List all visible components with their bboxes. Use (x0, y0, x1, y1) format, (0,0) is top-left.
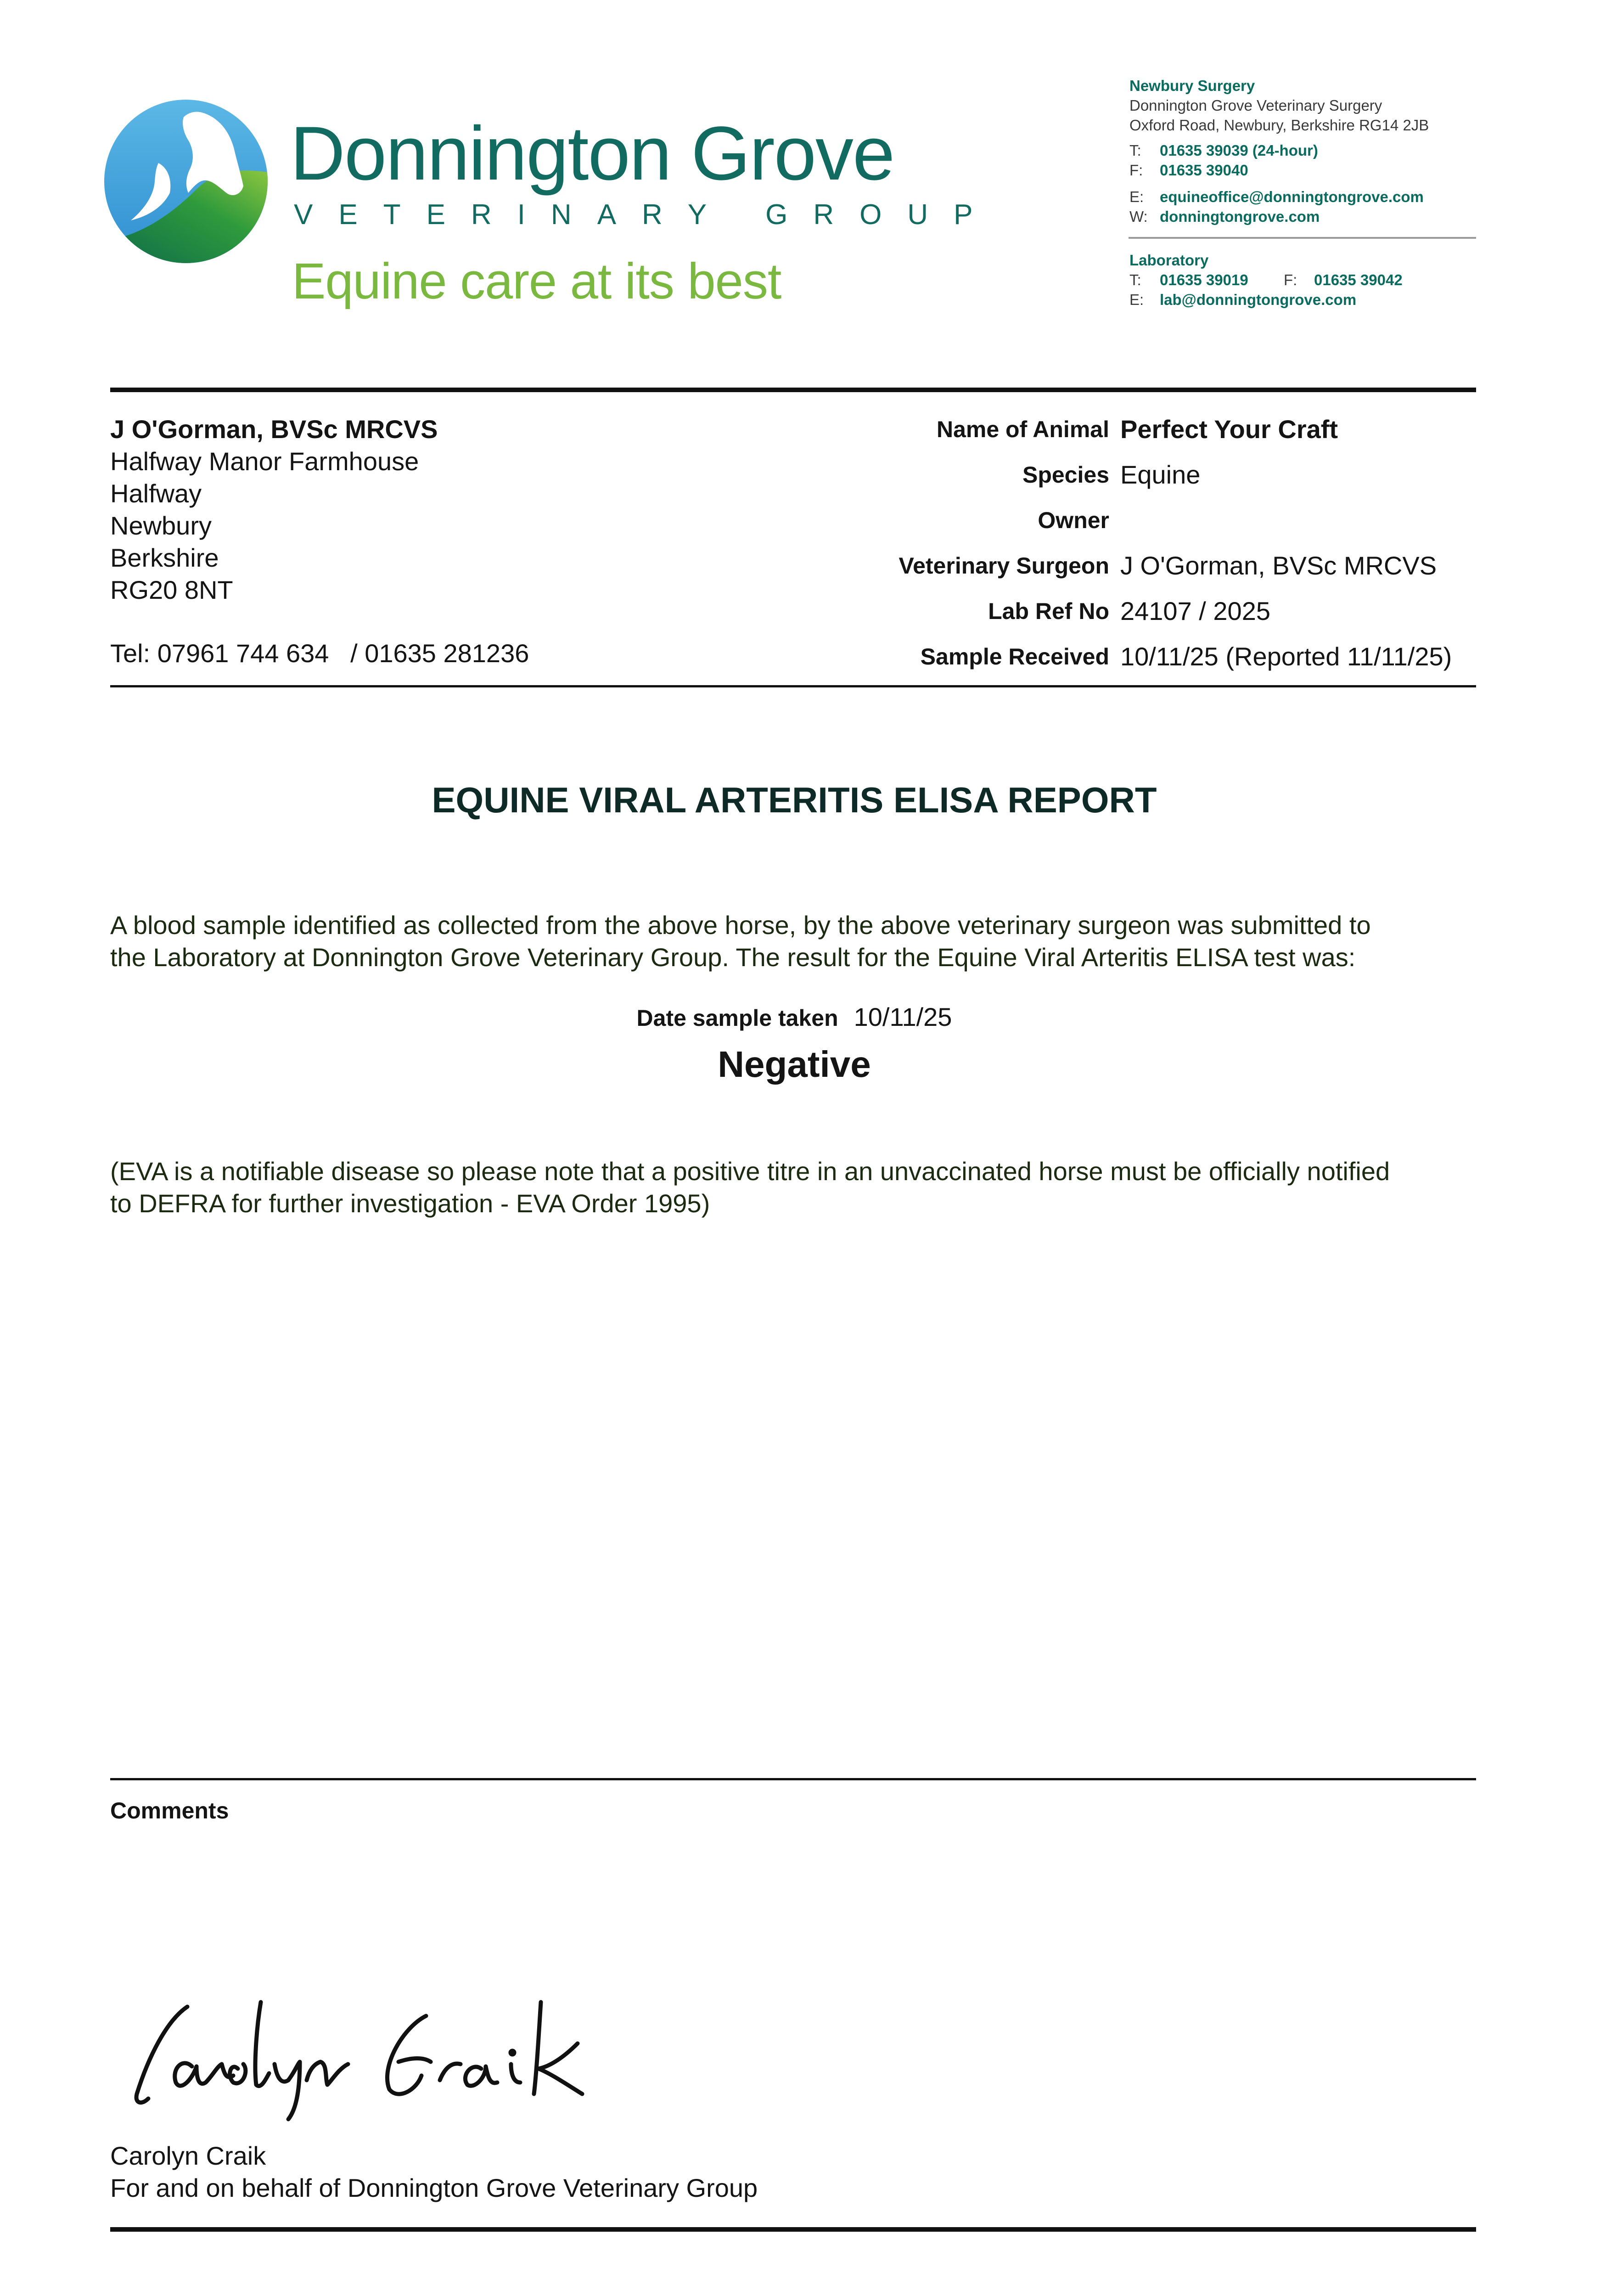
lab-phone-value[interactable]: 01635 39019 (1160, 271, 1248, 288)
fax-value: 01635 39040 (1160, 162, 1248, 179)
phone-key: T: (1129, 142, 1141, 159)
comments-rule (110, 1778, 1476, 1780)
detail-label: Name of Animal (936, 416, 1109, 442)
surgery-address-line1: Donnington Grove Veterinary Surgery (1129, 97, 1382, 114)
signatory-name: Carolyn Craik (110, 2141, 266, 2170)
details-rule (110, 685, 1476, 687)
fax-key: F: (1129, 162, 1143, 179)
comments-label: Comments (110, 1798, 229, 1823)
recipient-name: J O'Gorman, BVSc MRCVS (110, 415, 438, 444)
brand-name: Donnington Grove (290, 111, 894, 196)
detail-lab-ref (826, 595, 1483, 627)
surgery-heading: Newbury Surgery (1129, 77, 1255, 94)
intro-line: the Laboratory at Donnington Grove Veterinary Group. The result for the Equine Viral Arteritis ELISA test was: (110, 943, 1356, 972)
address-line: Newbury (110, 511, 212, 540)
detail-label: Veterinary Surgeon (899, 553, 1109, 579)
tagline: Equine care at its best (292, 253, 781, 310)
surgery-email (1129, 189, 1424, 204)
laboratory-heading: Laboratory (1129, 252, 1209, 269)
address-line: RG20 8NT (110, 575, 233, 604)
address-line: Berkshire (110, 543, 219, 572)
laboratory-phone-fax (1129, 272, 1403, 287)
lab-email-key: E: (1129, 291, 1144, 308)
detail-label: Owner (1038, 507, 1109, 533)
address-line: Halfway (110, 479, 202, 508)
email-link[interactable]: equineoffice@donningtongrove.com (1160, 188, 1424, 205)
report-intro (110, 909, 1488, 974)
test-result: Negative (718, 1044, 871, 1085)
web-key: W: (1129, 208, 1148, 225)
header-rule (110, 388, 1476, 392)
surgery-fax (1129, 163, 1248, 178)
signature (123, 1988, 702, 2126)
footer-rule (110, 2227, 1476, 2232)
notifiable-note (110, 1155, 1488, 1220)
detail-label: Sample Received (920, 644, 1109, 670)
date-label: Date sample taken (636, 1005, 838, 1031)
signatory-on-behalf: For and on behalf of Donnington Grove Veterinary Group (110, 2173, 758, 2202)
lab-email-link[interactable]: lab@donningtongrove.com (1160, 291, 1357, 308)
detail-value: Perfect Your Craft (1120, 415, 1338, 444)
recipient-tel: Tel: 07961 744 634 / 01635 281236 (110, 639, 529, 668)
surgery-website (1129, 209, 1320, 224)
contact-divider (1129, 237, 1476, 239)
phone-value[interactable]: 01635 39039 (24-hour) (1160, 142, 1318, 159)
detail-sample-received (826, 641, 1483, 673)
logo-icon (103, 99, 269, 264)
brand-subtitle: VETERINARY GROUP (294, 199, 999, 231)
detail-label: Species (1022, 462, 1109, 488)
date-value: 10/11/25 (854, 1002, 952, 1031)
detail-value: J O'Gorman, BVSc MRCVS (1120, 551, 1437, 580)
recipient-address (110, 413, 438, 606)
intro-line: A blood sample identified as collected from the above horse, by the above veterinary surgeon was submitted to (110, 911, 1371, 940)
surgery-phone (1129, 143, 1318, 158)
detail-owner (826, 504, 1483, 536)
lab-phone-key: T: (1129, 271, 1141, 288)
signatory (110, 2140, 758, 2204)
report-title: EQUINE VIRAL ARTERITIS ELISA REPORT (432, 780, 1157, 820)
lab-fax-value: 01635 39042 (1314, 271, 1403, 288)
laboratory-email (1129, 292, 1356, 307)
website-link[interactable]: donningtongrove.com (1160, 208, 1320, 225)
date-sample-taken (0, 1001, 1589, 1040)
email-key: E: (1129, 188, 1144, 205)
detail-value: Equine (1120, 460, 1201, 489)
lab-fax-key: F: (1284, 271, 1297, 288)
note-line: to DEFRA for further investigation - EVA Order 1995) (110, 1189, 710, 1218)
detail-value: 10/11/25 (Reported 11/11/25) (1120, 642, 1452, 671)
surgery-address-line2: Oxford Road, Newbury, Berkshire RG14 2JB (1129, 117, 1429, 134)
detail-value: 24107 / 2025 (1120, 597, 1270, 625)
detail-animal-name (826, 413, 1483, 445)
address-line: Halfway Manor Farmhouse (110, 447, 419, 476)
detail-veterinary-surgeon (826, 550, 1483, 582)
detail-label: Lab Ref No (988, 598, 1109, 624)
note-line: (EVA is a notifiable disease so please note that a positive titre in an unvaccinated horse must be officially notified (110, 1157, 1390, 1186)
detail-species (826, 459, 1483, 491)
